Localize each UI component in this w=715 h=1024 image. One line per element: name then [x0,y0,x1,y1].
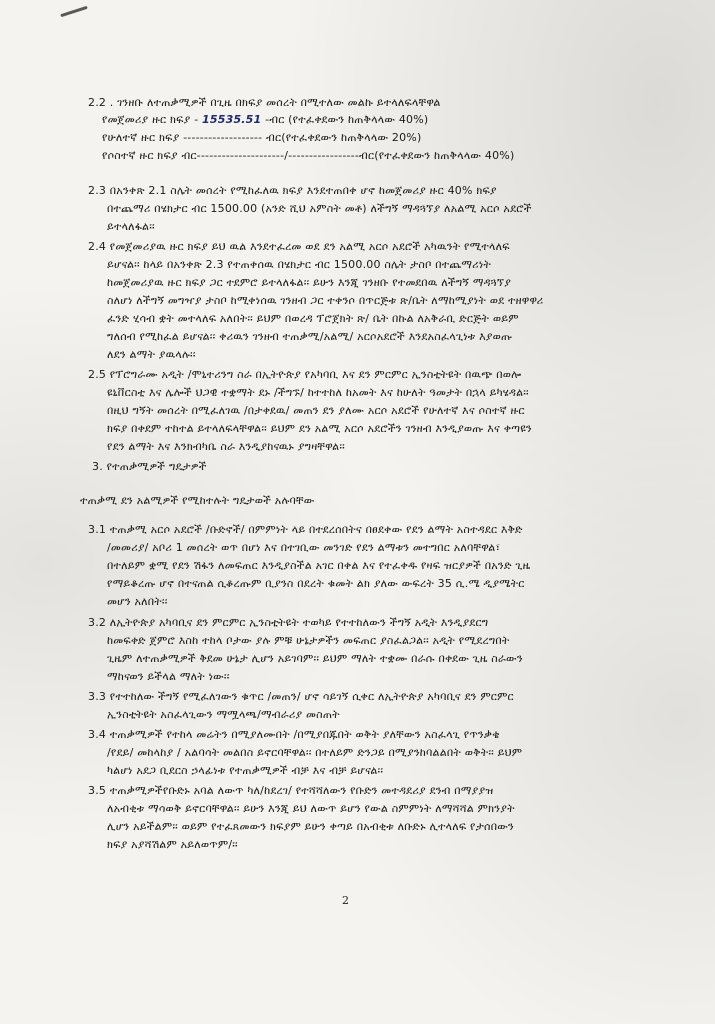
section-2-4-line: ፈንድ ሂሳብ ቋት መተላለፍ አለበት፡፡ ይህም በወረዳ ፕሮጀክት ጽ/ ቤት በኩል ለአቅራቢ ድርጅት ወይም [107,312,519,325]
section-2-2-heading: 2.2 . ገንዘቡ ለተጠቃሚዎች በጊዜ በክፍያ መሰረት በሚተለው መልኩ ይተላለፍላቸዋል [88,96,441,109]
section-2-3-line: ይተላለፋል፡፡ [107,220,155,233]
section-3-2-line: ጊዜም ለተጠቃሚዎች ቅደመ ሁኔታ ሊሆን አይገባም፡፡ ይህም ማለት ተቋሙ በራሱ በቀደው ጊዜ ስራውን [107,652,523,665]
section-3-2-line: ማከናወን ይችላል ማለት ነው፡፡ [107,670,230,683]
page-number: 2 [342,894,349,907]
section-3-3-line: ኢንስቲትዩት አስፈላጊውን ማሟላጫ/ማብራሪያ መስጠት [107,708,340,721]
section-3-1-line: /መመሪያ/ አቦሪ 1 መሰረት ወጥ በሆነ እና በተገቢው መንገድ የደን ልማቱን መተግበር አለባቸዋል፣ [107,541,501,554]
section-2-5-line: በዚህ ግኝት መሰረት በሚፈለገዉ /በታቀደዉ/ መጠን ደን ያለሙ አርሶ አደሮች የሁለተኛ እና ሶስተኛ ዙር [107,404,525,417]
section-2-4-line: ለደን ልማት ያዉላሉ፡፡ [107,348,196,361]
section-3-1-line: መሆን አለበት፡፡ [107,595,168,608]
section-2-5-line: የደን ልማት እና እንክብካቤ ስራ እንዲያከናዉኑ ያግዛቸዋል፡፡ [107,440,345,453]
section-3-3-line: 3.3 የተተከለው ችግኝ የሚፈለገውን ቁጥር /መጠን/ ሆኖ ሳይገኝ ሲቀር ለኢትዮጵያ አካባቢና ደን ምርምር [88,690,514,703]
third-installment-line: የሶስተኛ ዙር ክፍያ ብር---------------------/-----------------ብር(የተፈቀደውን ከጠቅላላው 40%) [102,149,515,162]
section-3-1-line: የማይቆረጡ ሆኖ በተናጠል ሲቆረጡም ቢያንስ በደረት ቁመት ልክ ያለው ውፍረት 35 ሲ.ሜ ዲያሜትር [107,577,525,590]
section-3-4-line: ካልሆነ አደጋ ቢደርስ ኃላፊነቱ የተጠቃሚዎች ብቻ እና ብቻ ይሆናል፡፡ [107,764,384,777]
section-3-5-line: 3.5 ተጠቃሚዎችየቡድኑ አባል ለውጥ ካለ/ከደረገ/ የተሻሻለውን የቡድን መተዳደሪያ ደንብ በማያያዝ [88,784,494,797]
section-3-2-line: 3.2 ለኢትዮጵያ አካባቢና ደን ምርምር ኢንስቲትዩት ተወካይ የተተከለውን ችግኝ አዲት እንዲያደርግ [88,616,489,629]
section-3-5-line: ለአብቂቱ ማሳወቅ ይኖርባቸዋል፡፡ ይሁን እንጂ ይህ ለውጥ ይሆን የውል ስምምነት ለማሻሻል ምክንያት [107,802,515,815]
first-installment-amount: 15535.51 [202,113,262,126]
section-3-2-line: ከመፍቀድ ጀምሮ እስከ ተከላ ቦታው ያሉ ምቹ ሁኔታዎችን መፍጠር ያስፈልጋል፡፡ አዲት የሚደረግበት [107,634,510,647]
section-2-3-line: 2.3 በአንቀጽ 2.1 ስሌት መሰረት የሚከፈለዉ ክፍያ እንደተጠበቀ ሆኖ ከመጀመሪያ ዙር 40% ክፍያ [88,184,497,197]
section-2-5-line: ዩኒቨርስቲ እና ሌሎች ህጋዊ ተቋማት ደኑ /ችግኙ/ ከተተከለ ከአመት እና ከሁለት ዓመታት በኋላ ይካሄዳል፡፡ [107,386,529,399]
obligations-title: ተጠቃሚ ደን አልሚዎች የሚከተሉት ግዴታወች አሉባቸው [80,494,315,507]
section-2-4-line: ከመጀመሪያዉ ዙር ክፍያ ጋር ተደምሮ ይተላለፋል፡፡ ይሁን እንጂ ገንዘቡ የተመደበዉ ለችግኝ ማዳጓኘያ [107,276,512,289]
section-3-4-line: 3.4 ተጠቃሚዎች የተከላ መሬትን በሚያለሙበት /በሚያበጁበት ወቅት ያለቸውን አስፈላጊ የጥንቃቄ [88,728,500,741]
section-2-5-line: 2.5 የፕሮግራሙ አዲት /ሞኒተሪንግ ስራ በኢትዮጵያ የአካባቢ እና ደን ምርምር ኢንስቲትዩት በዉጭ በወሎ [88,368,522,381]
section-2-4-line: ስለሆነ ለችግኝ መግዣያ ታስቦ ከሚቀነሰዉ ገንዘብ ጋር ተቀንሶ በጥርጅቱ ጽ/ቤት ለማከሚያነት ወደ ተዘዋዋሪ [107,294,544,307]
section-3-5-line: ሊሆን አይችልም፡፡ ወይም የተፈጸመውን ክፍያም ይሁን ቀጣይ በአብቂቱ ለቡድኑ ሊተላለፍ የታሰበውን [107,820,514,833]
section-2-4-line: 2.4 የመጀመሪያዉ ዙር ክፍያ ይህ ዉል እንደተፈረመ ወደ ደን አልሚ አርሶ አደሮች አካዉንት የሚተላለፍ [88,240,510,253]
scan-pen-mark [60,6,88,18]
section-3-1-line: በተለይም ቋሚ የደን ሽፋን ለመፍጠር እንዲያስችል አገር በቀል እና የተፈቀዱ የዛፍ ዝርያዎች በአንድ ጊዜ [107,559,531,572]
section-3-4-line: /የደይ/ መከላከያ / አልባሳት መልበስ ይኖርባቸዋል፡፡ በተለይም ድንጋይ በሚያንከባልልበት ወቅት፡፡ ይህም [107,746,523,759]
first-installment-label: የመጀመሪያ ዙር ክፍያ - [102,113,199,126]
section-2-4-line: ግለሰብ የሚከፈል ይሆናል፡፡ ቀሪዉን ገንዘብ ተጠቃሚ/አልሚ/ አርሶአደሮች እንደአስፈላጊነቱ እያወጡ [107,330,513,343]
first-installment-line [102,113,428,127]
section-2-4-line: ይሆናል፡፡ ከላይ በአንቀጽ 2.3 የተጠቀሰዉ በሄክታር ብር 1500.00 ስሌት ታስቦ በተጨማሪነት [107,258,492,271]
section-3-heading: 3. የተጠቃሚዎች ግዴታዎች [92,460,207,473]
second-installment-line: የሁለተኛ ዙር ክፍያ ------------------- ብር(የተፈቀደውን ከጠቅላላው 20%) [102,131,422,144]
first-installment-note: -ብር (የተፈቀደውን ከጠቅላላው 40%) [265,113,429,126]
section-2-5-line: ክፍያ በቀደም ተከተል ይተላለፍላቸዋል፡፡ ይህም ደን አልሚ አርሶ አደሮችን ገንዘብ እንዲያወጡ እና ቀጣዩን [107,422,532,435]
section-3-1-line: 3.1 ተጠቃሚ አርሶ አደሮች /ቡድኖች/ በምምነት ላይ በተደረሰበትና በፀደቀው የደን ልማት አስተዳደር እቅድ [88,523,523,536]
section-3-5-line: ክፍያ አያሻሽልም አይለወጥም/፡፡ [107,838,238,851]
section-2-3-line: በተጨማሪ በሄክታር ብር 1500.00 (አንድ ሺህ አምስት መቶ) ለችግኝ ማዳጓኘያ ለአልሚ አርሶ አደሮች [107,202,532,215]
